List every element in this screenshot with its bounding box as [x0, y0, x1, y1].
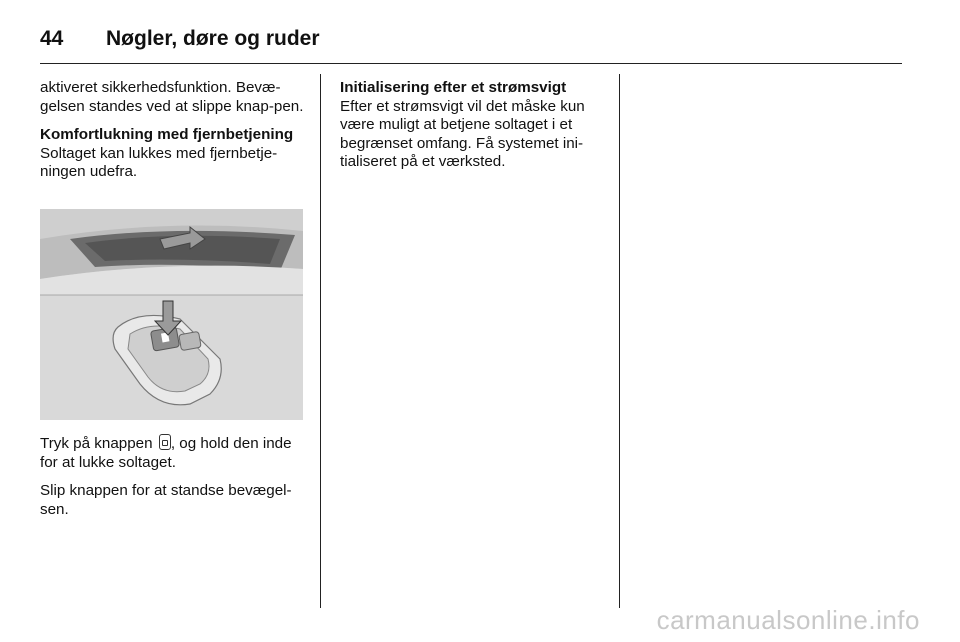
- paragraph-release-key: Slip knappen for at standse bevægel-sen.: [40, 482, 292, 518]
- left-column-bottom: [40, 434, 305, 529]
- section-heading-initialization: Initialisering efter et strømsvigt: [340, 79, 567, 96]
- illustration-svg: [40, 209, 303, 420]
- lock-key-icon: [159, 434, 171, 450]
- paragraph-press-key: [40, 434, 305, 472]
- column-divider-2: [619, 74, 620, 608]
- header-divider: [40, 63, 902, 64]
- press-key-text-after: , og hold den inde for at lukke soltaget.: [40, 435, 292, 471]
- left-column-top: [40, 79, 305, 182]
- paragraph-remote-close: Soltaget kan lukkes med fjernbetje-ningen udefra.: [40, 144, 278, 180]
- page-title: Nøgler, døre og ruder: [106, 27, 320, 50]
- unlock-button: [179, 331, 201, 350]
- press-key-text-before: Tryk på knappen: [40, 435, 153, 452]
- watermark: carmanualsonline.info: [656, 605, 920, 635]
- paragraph-continuation: aktiveret sikkerhedsfunktion. Bevæ-gelsen standes ved at slippe knap-pen.: [40, 79, 304, 115]
- section-heading-comfort-closing: Komfortlukning med fjernbetjening: [40, 126, 294, 143]
- paragraph-initialization: Efter et strømsvigt vil det måske kun være muligt at betjene soltaget i et begrænset omfang. Få systemet ini-tialiseret på et værksted.: [340, 97, 585, 170]
- page-header: [40, 16, 900, 62]
- middle-column: [340, 79, 604, 172]
- sunroof-remote-illustration: [40, 209, 303, 420]
- column-divider-1: [320, 74, 321, 608]
- page-number: 44: [40, 27, 64, 50]
